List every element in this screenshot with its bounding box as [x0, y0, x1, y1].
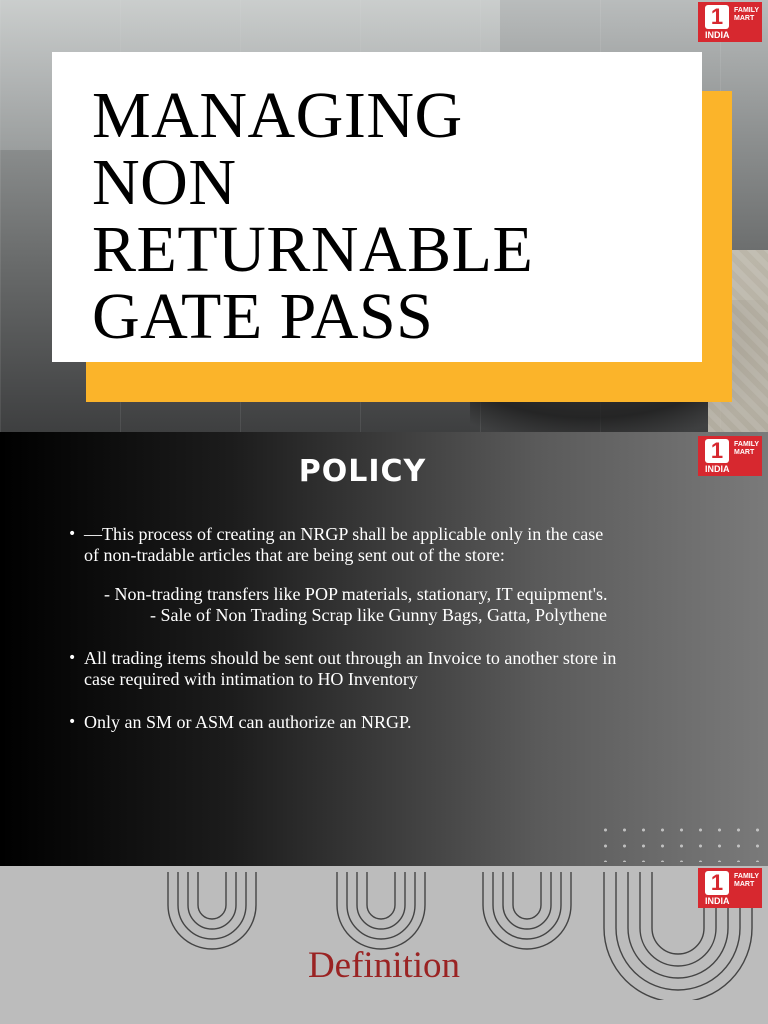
- sub-bullet: - Non-trading transfers like POP materials, stationary, IT equipment's.: [104, 584, 608, 604]
- title-card: [52, 52, 702, 362]
- logo-numeral: 1: [705, 439, 729, 463]
- sub-bullet: - Sale of Non Trading Scrap like Gunny Bags, Gatta, Polythene: [150, 605, 607, 625]
- bullet-text: • All trading items should be sent out through an Invoice to another store in: [84, 648, 617, 668]
- slide-title: [92, 79, 534, 353]
- title-slide: [0, 0, 768, 432]
- bullet-item: [68, 524, 688, 626]
- logo-numeral: 1: [705, 5, 729, 29]
- bullet-text: • —This process of creating an NRGP shall be applicable only in the case: [84, 524, 604, 544]
- logo-country: INDIA: [705, 464, 730, 474]
- arch-decoration: [163, 872, 261, 952]
- logo-brand-line: MART: [734, 449, 755, 456]
- bullet-text: • Only an SM or ASM can authorize an NRGP.: [84, 712, 412, 732]
- logo-country: INDIA: [705, 30, 730, 40]
- definition-slide: [0, 866, 768, 1024]
- title-line: GATE PASS: [92, 280, 434, 353]
- title-line: NON: [92, 146, 237, 219]
- logo-brand-line: FAMILY: [734, 873, 760, 880]
- policy-heading: POLICY: [298, 454, 427, 489]
- bullet-item: [68, 648, 688, 690]
- logo-brand: [734, 7, 762, 23]
- logo-brand-line: MART: [734, 15, 755, 22]
- logo-brand: [734, 873, 762, 889]
- logo-brand-line: MART: [734, 881, 755, 888]
- title-line: RETURNABLE: [92, 213, 534, 286]
- definition-heading: Definition: [307, 945, 461, 986]
- logo-brand-line: FAMILY: [734, 7, 760, 14]
- decorative-dots: [596, 822, 768, 862]
- logo-numeral: 1: [705, 871, 729, 895]
- bullet-text: of non-tradable articles that are being sent out of the store:: [84, 545, 505, 565]
- logo-country: INDIA: [705, 896, 730, 906]
- logo-brand-line: FAMILY: [734, 441, 760, 448]
- family-mart-logo: [698, 2, 762, 42]
- arch-decoration: [478, 872, 576, 952]
- bullet-text: case required with intimation to HO Inventory: [84, 669, 418, 689]
- title-line: MANAGING: [92, 79, 463, 152]
- bullet-item: [68, 712, 688, 733]
- policy-bullets: [68, 524, 688, 733]
- logo-brand: [734, 441, 762, 457]
- family-mart-logo: [698, 436, 762, 476]
- family-mart-logo: [698, 868, 762, 908]
- arch-decoration: [332, 872, 430, 952]
- policy-slide: [0, 432, 768, 866]
